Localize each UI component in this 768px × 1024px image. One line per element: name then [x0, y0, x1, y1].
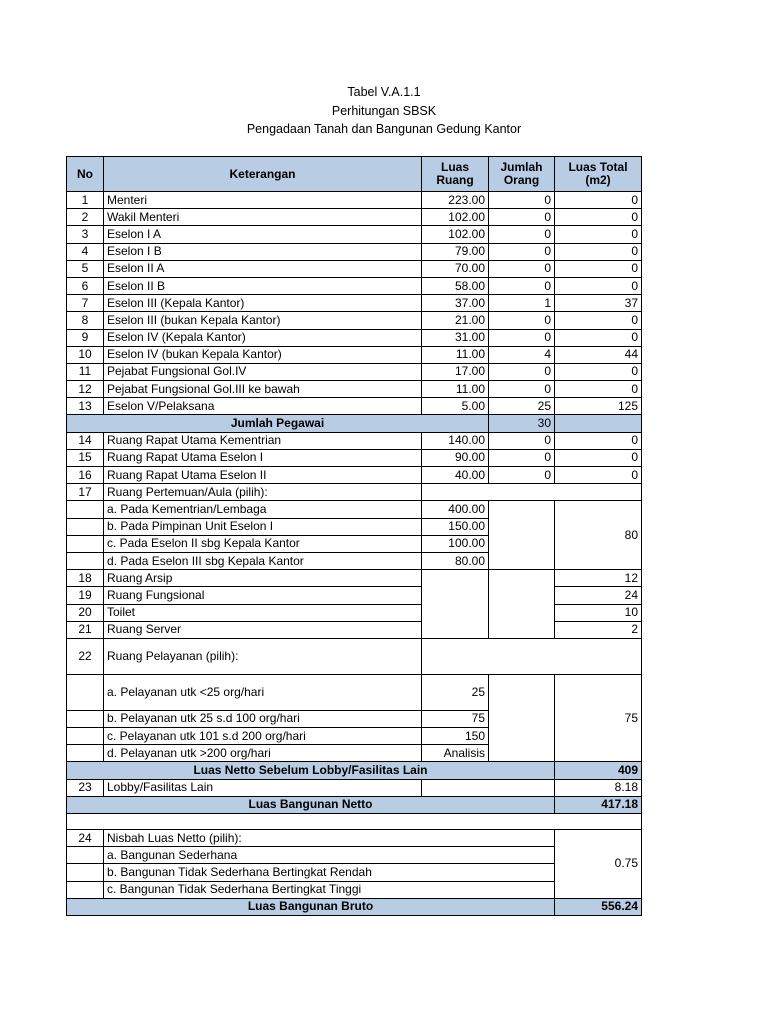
empty-cell [489, 674, 555, 762]
pelayanan-label: Ruang Pelayanan (pilih): [104, 638, 422, 674]
row-no: 21 [67, 621, 104, 638]
empty-cell [67, 814, 642, 830]
aula-option-label: c. Pada Eselon II sbg Kepala Kantor [104, 535, 422, 552]
row-no: 14 [67, 432, 104, 449]
row-no: 22 [67, 638, 104, 674]
empty-cell [67, 674, 104, 710]
table-row [67, 363, 642, 380]
empty-cell [422, 484, 642, 501]
bangunan-bruto-label: Luas Bangunan Bruto [67, 898, 555, 915]
row-keterangan: Eselon IV (bukan Kepala Kantor) [104, 346, 422, 363]
row-no: 20 [67, 604, 104, 621]
empty-cell [67, 745, 104, 762]
pelayanan-option-luas: 150 [422, 728, 489, 745]
aula-option-luas: 100.00 [422, 535, 489, 552]
aula-option-luas: 80.00 [422, 552, 489, 569]
pelayanan-option-label: a. Pelayanan utk <25 org/hari [104, 674, 422, 710]
row-luas: 5.00 [422, 398, 489, 415]
table-row [67, 398, 642, 415]
nisbah-label: Nisbah Luas Netto (pilih): [104, 830, 555, 847]
bangunan-netto-label: Luas Bangunan Netto [67, 796, 555, 813]
row-no: 4 [67, 243, 104, 260]
row-total: 0 [555, 226, 642, 243]
row-no: 13 [67, 398, 104, 415]
pelayanan-option-label: b. Pelayanan utk 25 s.d 100 org/hari [104, 710, 422, 727]
row-total: 24 [555, 587, 642, 604]
table-row [67, 381, 642, 398]
row-no: 9 [67, 329, 104, 346]
aula-option-row [67, 501, 642, 518]
row-keterangan: Eselon IV (Kepala Kantor) [104, 329, 422, 346]
header-keterangan: Keterangan [104, 157, 422, 192]
empty-cell [422, 570, 489, 639]
row-luas: 102.00 [422, 209, 489, 226]
row-luas: 140.00 [422, 432, 489, 449]
row-jumlah: 0 [489, 432, 555, 449]
row-jumlah: 0 [489, 226, 555, 243]
row-keterangan: Eselon II A [104, 260, 422, 277]
table-row [67, 209, 642, 226]
row-jumlah: 0 [489, 467, 555, 484]
row-luas: 79.00 [422, 243, 489, 260]
row-luas: 40.00 [422, 467, 489, 484]
row-jumlah: 4 [489, 346, 555, 363]
row-total: 10 [555, 604, 642, 621]
jumlah-pegawai-row [67, 415, 642, 432]
sbsk-table [66, 156, 642, 916]
bangunan-bruto-value: 556.24 [555, 898, 642, 915]
row-keterangan: Ruang Rapat Utama Eselon II [104, 467, 422, 484]
jumlah-pegawai-label: Jumlah Pegawai [67, 415, 489, 432]
pelayanan-total: 75 [555, 674, 642, 762]
row-luas: 11.00 [422, 381, 489, 398]
row-luas: 11.00 [422, 346, 489, 363]
netto-sebelum-row [67, 762, 642, 779]
row-jumlah: 0 [489, 277, 555, 294]
row-luas: 90.00 [422, 449, 489, 466]
table-row [67, 449, 642, 466]
row-total: 0 [555, 277, 642, 294]
table-row [67, 621, 642, 638]
row-no: 15 [67, 449, 104, 466]
aula-option-label: d. Pada Eselon III sbg Kepala Kantor [104, 552, 422, 569]
row-luas: 58.00 [422, 277, 489, 294]
row-no: 1 [67, 192, 104, 209]
empty-cell [422, 779, 555, 796]
row-keterangan: Ruang Arsip [104, 570, 422, 587]
row-no: 6 [67, 277, 104, 294]
row-no: 18 [67, 570, 104, 587]
aula-label: Ruang Pertemuan/Aula (pilih): [104, 484, 422, 501]
row-total: 0 [555, 363, 642, 380]
row-keterangan: Pejabat Fungsional Gol.IV [104, 363, 422, 380]
empty-cell [67, 501, 104, 518]
row-total: 0 [555, 449, 642, 466]
row-total: 0 [555, 312, 642, 329]
row-no: 19 [67, 587, 104, 604]
row-luas: 102.00 [422, 226, 489, 243]
table-row [67, 312, 642, 329]
table-row [67, 587, 642, 604]
row-jumlah: 0 [489, 243, 555, 260]
table-row [67, 570, 642, 587]
aula-option-label: a. Pada Kementrian/Lembaga [104, 501, 422, 518]
document-titles [0, 83, 768, 139]
row-jumlah: 25 [489, 398, 555, 415]
empty-cell [67, 847, 104, 864]
row-keterangan: Menteri [104, 192, 422, 209]
table-row [67, 295, 642, 312]
row-no: 3 [67, 226, 104, 243]
pelayanan-row [67, 638, 642, 674]
row-total: 0 [555, 329, 642, 346]
row-no: 23 [67, 779, 104, 796]
aula-option-luas: 150.00 [422, 518, 489, 535]
table-row [67, 346, 642, 363]
row-no: 2 [67, 209, 104, 226]
row-luas: 17.00 [422, 363, 489, 380]
pelayanan-option-row [67, 674, 642, 710]
row-jumlah: 0 [489, 312, 555, 329]
row-keterangan: Toilet [104, 604, 422, 621]
header-jumlah-orang: Jumlah Orang [489, 157, 555, 192]
pelayanan-option-label: d. Pelayanan utk >200 org/hari [104, 745, 422, 762]
bangunan-netto-row [67, 796, 642, 813]
lobby-label: Lobby/Fasilitas Lain [104, 779, 422, 796]
table-row [67, 192, 642, 209]
lobby-value: 8.18 [555, 779, 642, 796]
row-jumlah: 0 [489, 329, 555, 346]
row-jumlah: 0 [489, 260, 555, 277]
row-keterangan: Eselon V/Pelaksana [104, 398, 422, 415]
row-no: 11 [67, 363, 104, 380]
netto-sebelum-label: Luas Netto Sebelum Lobby/Fasilitas Lain [67, 762, 555, 779]
netto-sebelum-value: 409 [555, 762, 642, 779]
table-title: Pengadaan Tanah dan Bangunan Gedung Kantor [246, 122, 522, 136]
row-keterangan: Ruang Fungsional [104, 587, 422, 604]
row-total: 44 [555, 346, 642, 363]
table-row [67, 604, 642, 621]
row-keterangan: Ruang Rapat Utama Kementrian [104, 432, 422, 449]
empty-cell [67, 728, 104, 745]
row-luas: 37.00 [422, 295, 489, 312]
nisbah-option-label: b. Bangunan Tidak Sederhana Bertingkat Rendah [104, 864, 555, 881]
row-keterangan: Eselon III (bukan Kepala Kantor) [104, 312, 422, 329]
jumlah-pegawai-value: 30 [489, 415, 555, 432]
row-luas: 31.00 [422, 329, 489, 346]
nisbah-option-label: c. Bangunan Tidak Sederhana Bertingkat Tinggi [104, 881, 555, 898]
row-no: 8 [67, 312, 104, 329]
lobby-row [67, 779, 642, 796]
row-total: 0 [555, 209, 642, 226]
bangunan-bruto-row [67, 898, 642, 915]
row-luas: 21.00 [422, 312, 489, 329]
table-row [67, 260, 642, 277]
table-number: Tabel V.A.1.1 [347, 85, 421, 99]
row-no: 24 [67, 830, 104, 847]
row-keterangan: Eselon I B [104, 243, 422, 260]
empty-cell [489, 570, 555, 639]
row-no: 5 [67, 260, 104, 277]
row-jumlah: 0 [489, 209, 555, 226]
row-jumlah: 0 [489, 192, 555, 209]
row-luas: 70.00 [422, 260, 489, 277]
row-keterangan: Ruang Server [104, 621, 422, 638]
nisbah-value: 0.75 [555, 830, 642, 899]
table-row [67, 243, 642, 260]
empty-cell [67, 552, 104, 569]
row-total: 12 [555, 570, 642, 587]
empty-cell [422, 638, 642, 674]
bangunan-netto-value: 417.18 [555, 796, 642, 813]
nisbah-row [67, 830, 642, 847]
table-row [67, 329, 642, 346]
row-luas: 223.00 [422, 192, 489, 209]
row-jumlah: 0 [489, 381, 555, 398]
aula-option-label: b. Pada Pimpinan Unit Eselon I [104, 518, 422, 535]
row-jumlah: 0 [489, 449, 555, 466]
row-no: 7 [67, 295, 104, 312]
empty-cell [67, 518, 104, 535]
row-no: 17 [67, 484, 104, 501]
header-luas-total: Luas Total (m2) [555, 157, 642, 192]
empty-cell [67, 710, 104, 727]
table-subtitle: Perhitungan SBSK [331, 103, 437, 118]
row-total: 0 [555, 192, 642, 209]
table-row [67, 432, 642, 449]
row-total: 0 [555, 243, 642, 260]
row-total: 0 [555, 381, 642, 398]
row-total: 0 [555, 432, 642, 449]
table-row [67, 277, 642, 294]
row-total: 0 [555, 467, 642, 484]
row-no: 16 [67, 467, 104, 484]
empty-cell [555, 415, 642, 432]
header-no: No [67, 157, 104, 192]
empty-cell [67, 864, 104, 881]
spacer-row [67, 814, 642, 830]
row-total: 37 [555, 295, 642, 312]
empty-cell [67, 535, 104, 552]
pelayanan-option-luas: 25 [422, 674, 489, 710]
header-row [67, 157, 642, 192]
row-total: 125 [555, 398, 642, 415]
row-jumlah: 0 [489, 363, 555, 380]
row-no: 12 [67, 381, 104, 398]
nisbah-option-label: a. Bangunan Sederhana [104, 847, 555, 864]
pelayanan-option-label: c. Pelayanan utk 101 s.d 200 org/hari [104, 728, 422, 745]
row-keterangan: Eselon III (Kepala Kantor) [104, 295, 422, 312]
row-no: 10 [67, 346, 104, 363]
row-total: 2 [555, 621, 642, 638]
row-keterangan: Wakil Menteri [104, 209, 422, 226]
row-keterangan: Eselon I A [104, 226, 422, 243]
aula-total: 80 [555, 501, 642, 570]
row-jumlah: 1 [489, 295, 555, 312]
header-luas-ruang: Luas Ruang [422, 157, 489, 192]
table-row [67, 467, 642, 484]
empty-cell [67, 881, 104, 898]
aula-option-luas: 400.00 [422, 501, 489, 518]
row-keterangan: Eselon II B [104, 277, 422, 294]
row-keterangan: Ruang Rapat Utama Eselon I [104, 449, 422, 466]
aula-row [67, 484, 642, 501]
table-row [67, 226, 642, 243]
pelayanan-option-luas: Analisis [422, 745, 489, 762]
empty-cell [489, 501, 555, 570]
row-keterangan: Pejabat Fungsional Gol.III ke bawah [104, 381, 422, 398]
pelayanan-option-luas: 75 [422, 710, 489, 727]
row-total: 0 [555, 260, 642, 277]
